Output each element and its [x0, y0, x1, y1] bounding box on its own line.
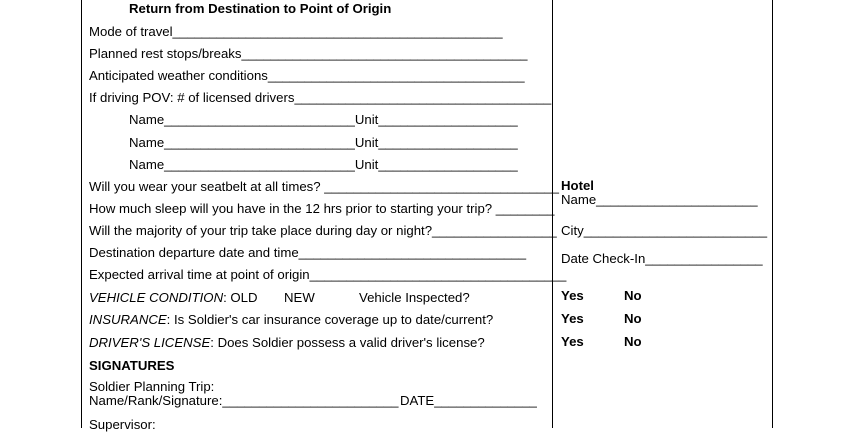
driver-row-1[interactable]: Name__________________________Unit___________________ — [129, 112, 518, 127]
license-yes[interactable]: Yes — [561, 334, 584, 349]
license-row — [89, 335, 485, 351]
vehicle-condition-label: VEHICLE CONDITION — [89, 290, 224, 305]
right-border — [772, 0, 773, 428]
driver-row-3[interactable]: Name__________________________Unit___________________ — [129, 157, 518, 172]
hotel-city-field[interactable]: City_________________________ — [561, 223, 768, 238]
driver-row-2[interactable]: Name__________________________Unit___________________ — [129, 135, 518, 150]
weather-field[interactable]: Anticipated weather conditions___________________________________ — [89, 68, 525, 83]
rest-stops-field[interactable]: Planned rest stops/breaks_______________________________________ — [89, 46, 528, 61]
arrival-field[interactable]: Expected arrival time at point of origin___________________________________ — [89, 267, 567, 282]
vehicle-no[interactable]: No — [624, 288, 642, 303]
mode-of-travel-field[interactable]: Mode of travel_____________________________________________ — [89, 24, 503, 39]
soldier-signature-field[interactable]: Name/Rank/Signature:________________________ — [89, 393, 399, 408]
vehicle-condition-old[interactable]: : OLD — [223, 290, 258, 305]
insurance-yes[interactable]: Yes — [561, 311, 584, 326]
vehicle-condition-row — [89, 290, 258, 306]
licensed-drivers-field[interactable]: If driving POV: # of licensed drivers___________________________________ — [89, 90, 552, 105]
date-field[interactable]: DATE______________ — [400, 393, 537, 408]
day-or-night-field[interactable]: Will the majority of your trip take place during day or night?_________________ — [89, 223, 557, 238]
insurance-label: INSURANCE — [89, 312, 167, 327]
hotel-checkin-field[interactable]: Date Check-In________________ — [561, 251, 763, 266]
insurance-no[interactable]: No — [624, 311, 642, 326]
departure-field[interactable]: Destination departure date and time_______________________________ — [89, 245, 527, 260]
license-no[interactable]: No — [624, 334, 642, 349]
hotel-name-field[interactable]: Name______________________ — [561, 192, 758, 207]
insurance-question: : Is Soldier's car insurance coverage up to date/current? — [166, 312, 494, 327]
insurance-row — [89, 312, 493, 328]
license-label: DRIVER'S LICENSE — [89, 335, 211, 350]
left-border — [81, 0, 82, 428]
hotel-heading: Hotel — [561, 178, 594, 193]
seatbelt-field[interactable]: Will you wear your seatbelt at all times? ________________________________ — [89, 179, 559, 194]
signatures-heading: SIGNATURES — [89, 358, 175, 373]
vehicle-inspected-label: Vehicle Inspected? — [359, 290, 470, 305]
soldier-planning-label: Soldier Planning Trip: — [89, 379, 215, 394]
vehicle-condition-new[interactable]: NEW — [284, 290, 315, 305]
license-question: : Does Soldier possess a valid driver's license? — [210, 335, 485, 350]
section-title: Return from Destination to Point of Origin — [129, 1, 392, 16]
sleep-field[interactable]: How much sleep will you have in the 12 hrs prior to starting your trip? ________ — [89, 201, 555, 216]
supervisor-label: Supervisor: — [89, 417, 156, 432]
vehicle-yes[interactable]: Yes — [561, 288, 584, 303]
